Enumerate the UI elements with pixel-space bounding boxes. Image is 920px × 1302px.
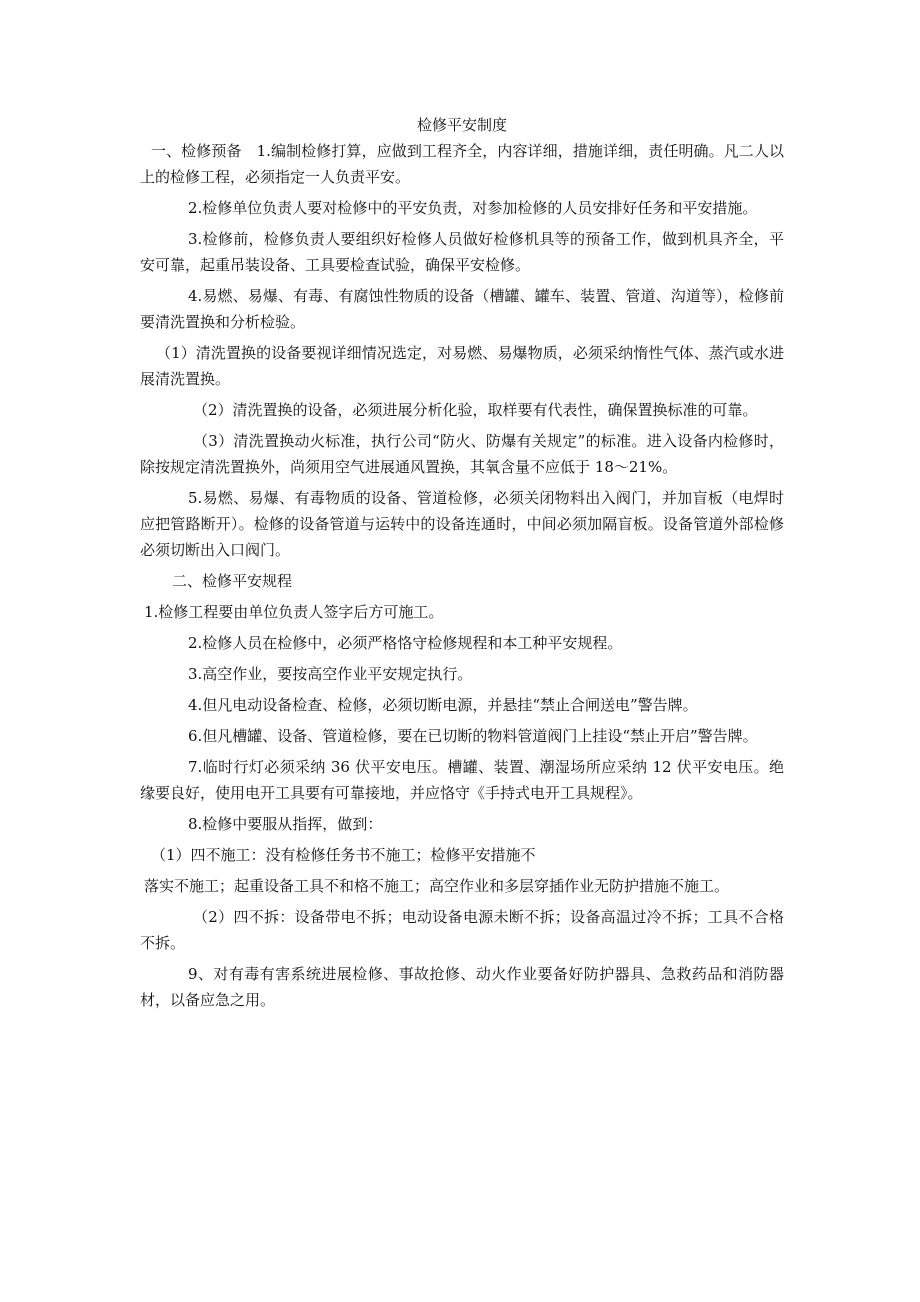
paragraph-regulation-2: 2.检修人员在检修中，必须严格恪守检修规程和本工种平安规程。 [188,634,623,652]
document-page [140,112,784,1018]
paragraph-four-no-dismantle: （2）四不拆：设备带电不拆；电动设备电源未断不拆；设备高温过冷不拆；工具不合格不拆。 [140,908,784,952]
paragraph-preparation-2: 2.检修单位负责人要对检修中的平安负责，对参加检修的人员安排好任务和平安措施。 [188,199,758,217]
section-heading-regulations: 二、检修平安规程 [172,572,293,590]
paragraph-preparation-4: 4.易燃、易爆、有毒、有腐蚀性物质的设备（槽罐、罐车、装置、管道、沟道等），检修前要清洗置换和分析检验。 [140,287,784,331]
paragraph-cleaning-1: （1）清洗置换的设备要视详细情况选定，对易燃、易爆物质，必须采纳惰性气体、蒸汽或水进展清洗置换。 [140,344,784,388]
paragraph-four-no-work-b: 落实不施工；起重设备工具不和格不施工；高空作业和多层穿插作业无防护措施不施工。 [144,877,730,895]
paragraph-regulation-4: 4.但凡电动设备检查、检修，必须切断电源，并悬挂“禁止合闸送电”警告牌。 [188,696,698,714]
paragraph-four-no-work-a: （1）四不施工：没有检修任务书不施工；检修平安措施不 [151,846,536,864]
paragraph-preparation-1: 一、检修预备 1.编制检修打算，应做到工程齐全，内容详细，措施详细，责任明确。凡二人以上的检修工程，必须指定一人负责平安。 [140,142,784,186]
paragraph-regulation-8: 8.检修中要服从指挥，做到： [188,815,383,833]
paragraph-regulation-9: 9、对有毒有害系统进展检修、事故抢修、动火作业要备好防护器具、急救药品和消防器材，以备应急之用。 [140,965,784,1009]
paragraph-regulation-1: 1.检修工程要由单位负责人签字后方可施工。 [144,603,444,621]
paragraph-preparation-3: 3.检修前，检修负责人要组织好检修人员做好检修机具等的预备工作，做到机具齐全，平安可靠，起重吊装设备、工具要检查试验，确保平安检修。 [140,230,784,274]
paragraph-regulation-6: 6.但凡槽罐、设备、管道检修，要在已切断的物料管道阀门上挂设“禁止开启”警告牌。 [188,727,758,745]
paragraph-cleaning-2: （2）清洗置换的设备，必须进展分析化验，取样要有代表性，确保置换标准的可靠。 [193,401,758,419]
paragraph-preparation-5: 5.易燃、易爆、有毒物质的设备、管道检修，必须关闭物料出入阀门，并加盲板（电焊时应把管路断开）。检修的设备管道与运转中的设备连通时，中间必须加隔盲板。设备管道外部检修必须切断出入口阀门。 [140,489,784,559]
paragraph-regulation-3: 3.高空作业，要按高空作业平安规定执行。 [188,665,473,683]
paragraph-regulation-7: 7.临时行灯必须采纳 36 伏平安电压。槽罐、装置、潮湿场所应采纳 12 伏平安电压。绝缘要良好，使用电开工具要有可靠接地，并应恪守《手持式电开工具规程》。 [140,758,784,802]
paragraph-cleaning-3: （3）清洗置换动火标准，执行公司“防火、防爆有关规定”的标准。进入设备内检修时，除按规定清洗置换外，尚须用空气进展通风置换，其氧含量不应低于 18～21%。 [140,432,784,476]
document-title: 检修平安制度 [416,116,507,134]
